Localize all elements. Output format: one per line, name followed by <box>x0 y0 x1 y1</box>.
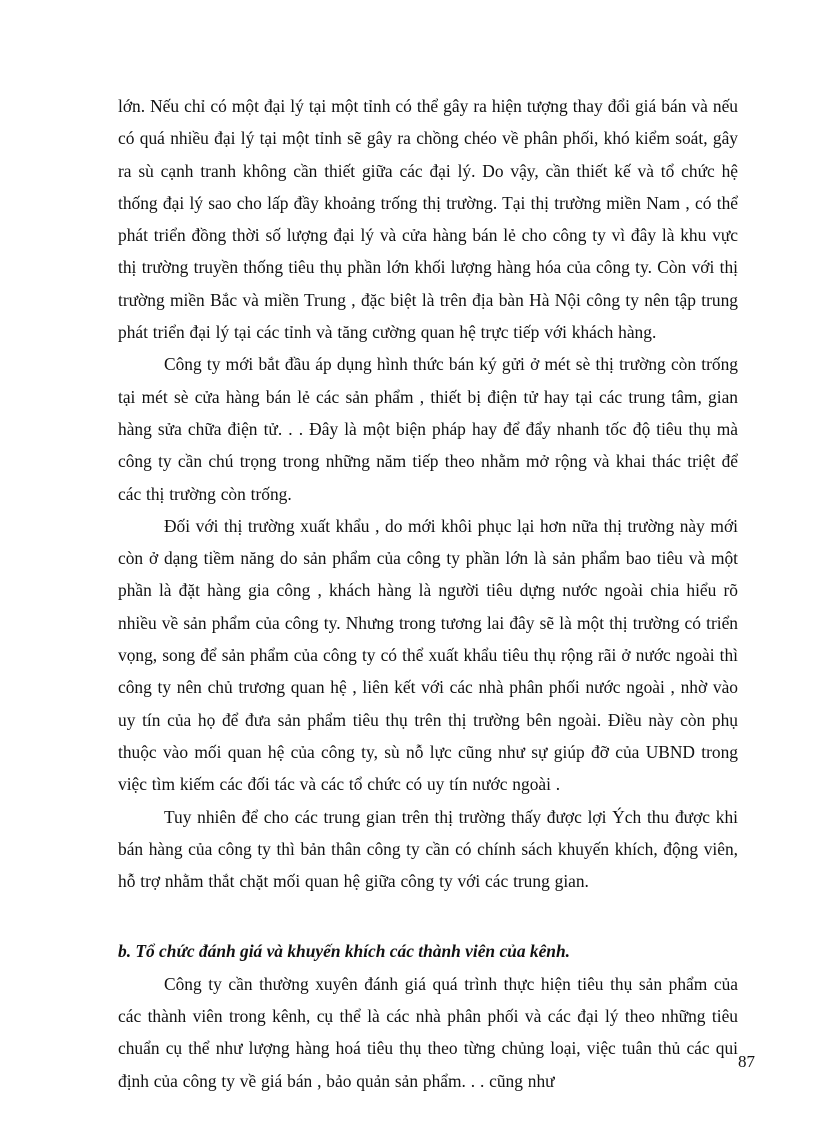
paragraph-consignment-sales: Công ty mới bắt đầu áp dụng hình thức bán ký gửi ở mét sè thị trường còn trống tại mét sè cửa hàng bán lẻ các sản phẩm , thiết bị điện tử hay tại các trung tâm, gian hàng sửa chữa điện tử. . . Đây là một biện pháp hay để đẩy nhanh tốc độ tiêu thụ mà công ty cần chú trọng trong những năm tiếp theo nhằm mở rộng và khai thác triệt để các thị trường còn trống. <box>118 354 738 504</box>
paragraph-intermediaries: Tuy nhiên để cho các trung gian trên thị trường thấy được lợi Ých thu được khi bán hàng của công ty thì bản thân công ty cần có chính sách khuyến khích, động viên, hỗ trợ nhằm thắt chặt mối quan hệ giữa công ty với các trung gian. <box>118 806 738 892</box>
paragraph-continuation: lớn. Nếu chỉ có một đại lý tại một tỉnh có thể gây ra hiện tượng thay đổi giá bán và nếu có quá nhiều đại lý tại một tỉnh sẽ gây ra chồng chéo về phân phối, khó kiểm soát, gây ra sù cạnh tranh không cần thiết giữa các đại lý. Do vậy, cần thiết kế và tổ chức hệ thống đại lý sao cho lấp đầy khoảng trống thị trường. Tại thị trường miền Nam , có thể phát triển đồng thời số lượng đại lý và cửa hàng bán lẻ cho công ty vì đây là khu vực thị trường truyền thống tiêu thụ phần lớn khối lượng hàng hóa của công ty. Còn với thị trường miền Bắc và miền Trung , đặc biệt là trên địa bàn Hà Nội công ty nên tập trung phát triển đại lý tại các tỉnh và tăng cường quan hệ trực tiếp với khách hàng. <box>118 96 738 343</box>
document-page <box>118 90 738 1097</box>
paragraph-export-market: Đối với thị trường xuất khẩu , do mới khôi phục lại hơn nữa thị trường này mới còn ở dạng tiềm năng do sản phẩm của công ty phần lớn là sản phẩm bao tiêu và một phần là đặt hàng gia công , khách hàng là người tiêu dựng nước ngoài chia hiểu rõ nhiều về sản phẩm của công ty. Nhưng trong tương lai đây sẽ là một thị trường có triển vọng, song để sản phẩm của công ty có thể xuất khẩu tiêu thụ rộng rãi ở nước ngoài thì công ty nên chủ trương quan hệ , liên kết với các nhà phân phối nước ngoài , nhờ vào uy tín của họ để đưa sản phẩm tiêu thụ trên thị trường bên ngoài. Điều này còn phụ thuộc vào mối quan hệ của công ty, sù nỗ lực cũng như sự giúp đỡ của UBND trong việc tìm kiếm các đối tác và các tổ chức có uy tín nước ngoài . <box>118 515 738 795</box>
page-number: 87 <box>738 1052 755 1071</box>
paragraph-evaluation: Công ty cần thường xuyên đánh giá quá trình thực hiện tiêu thụ sản phẩm của các thành viên trong kênh, cụ thể là các nhà phân phối và các đại lý theo những tiêu chuẩn cụ thể như lượng hàng hoá tiêu thụ theo từng chủng loại, việc tuân thủ các qui định của công ty về giá bán , bảo quản sản phẩm. . . cũng như <box>118 973 738 1091</box>
section-heading: b. Tổ chức đánh giá và khuyến khích các thành viên của kênh. <box>118 941 570 962</box>
